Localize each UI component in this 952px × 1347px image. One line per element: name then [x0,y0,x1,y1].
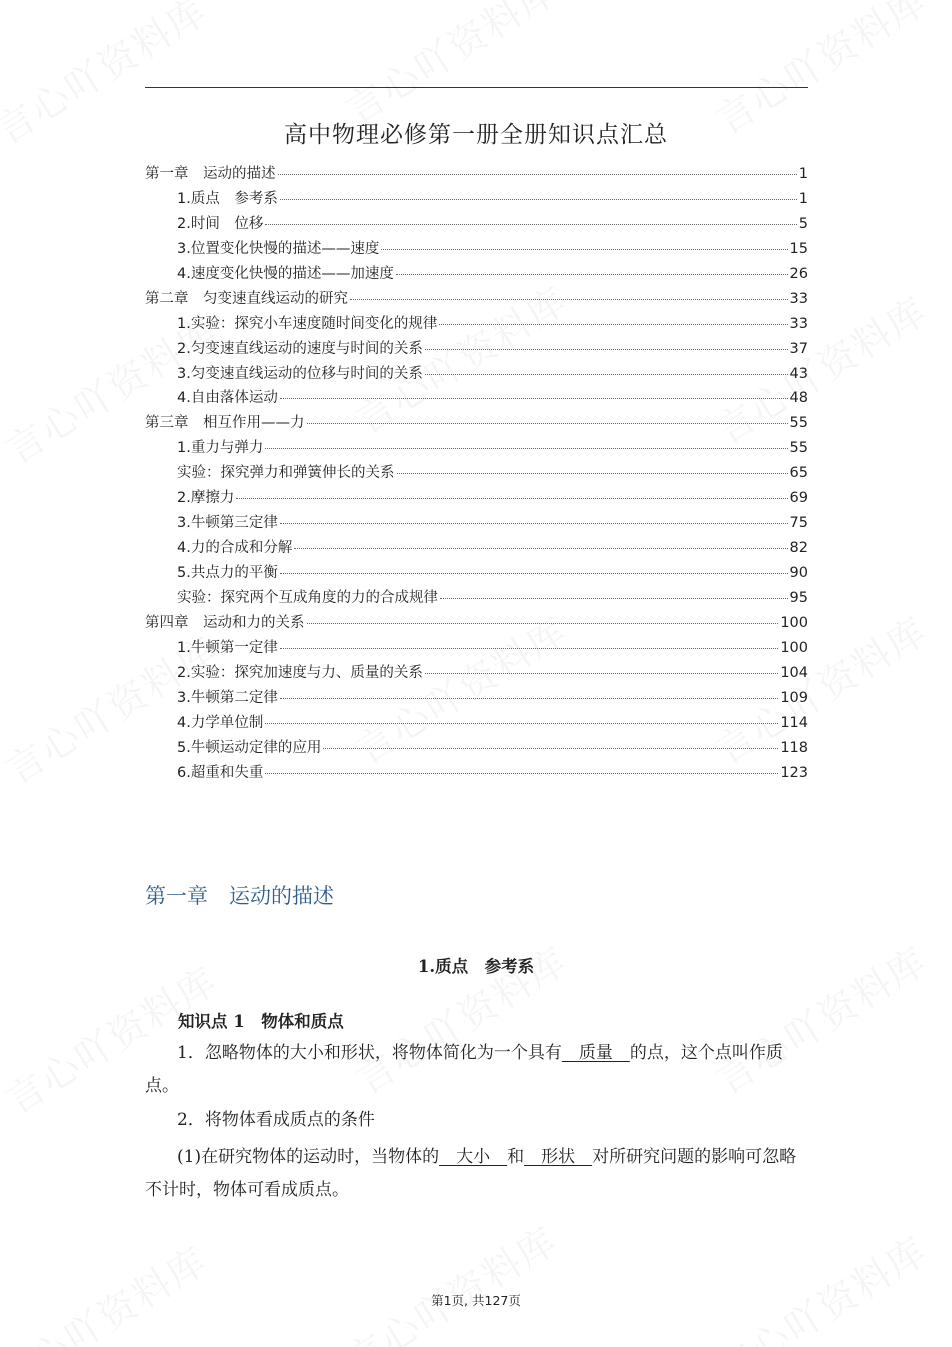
knowledge-point-heading: 知识点 1 物体和质点 [178,1012,344,1031]
toc-page-number: 100 [780,639,808,656]
toc-chapter-entry[interactable] [145,611,808,636]
toc-page-number: 104 [780,664,808,681]
toc-entry-label: 第三章 相互作用——力 [145,415,305,432]
table-of-contents [145,162,808,785]
toc-leader-dots [307,423,788,424]
toc-entry[interactable] [145,561,808,586]
toc-leader-dots [265,773,778,774]
toc-leader-dots [440,598,788,599]
toc-entry-label: 实验：探究弹力和弹簧伸长的关系 [177,465,395,482]
toc-page-number: 123 [780,764,808,781]
toc-page-number: 109 [780,689,808,706]
toc-entry[interactable] [145,711,808,736]
toc-leader-dots [280,698,778,699]
paragraph-text: 对所研究问题的影响可忽略不计时，物体可看成质点。 [145,1147,797,1200]
toc-entry[interactable] [145,187,808,212]
toc-entry-label: 3.匀变速直线运动的位移与时间的关系 [177,365,423,382]
toc-leader-dots [294,548,787,549]
toc-page-number: 65 [789,465,808,482]
toc-entry[interactable] [145,262,808,287]
toc-leader-dots [236,498,787,499]
toc-page-number: 26 [789,265,808,282]
toc-leader-dots [265,224,796,225]
toc-entry[interactable] [145,237,808,262]
section-heading: 1.质点 参考系 [417,957,535,976]
toc-entry-label: 2.摩擦力 [177,490,235,507]
toc-leader-dots [425,349,788,350]
toc-entry[interactable] [145,511,808,536]
toc-leader-dots [265,723,778,724]
toc-entry-label: 1.牛顿第一定律 [177,639,278,656]
toc-page-number: 5 [798,215,808,232]
toc-page-number: 37 [789,340,808,357]
fill-blank: 质量 [561,1043,630,1063]
toc-entry[interactable] [145,337,808,362]
toc-entry[interactable] [145,436,808,461]
toc-entry-label: 3.位置变化快慢的描述——速度 [177,240,380,257]
toc-entry-label: 第二章 匀变速直线运动的研究 [145,290,348,307]
toc-leader-dots [425,374,788,375]
toc-leader-dots [307,623,779,624]
toc-leader-dots [381,249,787,250]
toc-entry-label: 4.速度变化快慢的描述——加速度 [177,265,394,282]
toc-leader-dots [280,199,797,200]
toc-entry[interactable] [145,362,808,387]
toc-leader-dots [396,274,788,275]
paragraph-text: 的点，这个点叫作质点。 [145,1043,783,1096]
toc-page-number: 100 [780,614,808,631]
paragraph-text: (1)在研究物体的运动时，当物体的 [177,1147,440,1167]
toc-entry[interactable] [145,486,808,511]
toc-entry-label: 6.超重和失重 [177,764,264,781]
chapter-heading: 第一章 运动的描述 [145,884,334,908]
toc-page-number: 43 [789,365,808,382]
toc-entry-label: 4.力学单位制 [177,714,264,731]
toc-page-number: 1 [798,166,808,182]
paragraph-2 [145,1104,808,1137]
watermark-text [0,1231,216,1347]
toc-entry[interactable] [145,461,808,486]
paragraph-text: 1．忽略物体的大小和形状，将物体简化为一个具有 [177,1043,562,1063]
toc-entry[interactable] [145,761,808,786]
toc-leader-dots [280,573,788,574]
toc-page-number: 95 [789,589,808,606]
toc-chapter-entry[interactable] [145,162,808,187]
toc-entry-label: 5.共点力的平衡 [177,565,278,581]
toc-leader-dots [439,324,787,325]
header-rule [145,87,808,88]
toc-entry[interactable] [145,686,808,711]
paragraph-3 [145,1141,808,1207]
toc-entry-label: 第四章 运动和力的关系 [145,614,305,631]
toc-entry[interactable] [145,312,808,337]
page-footer: 第1页, 共127页 [431,1293,521,1308]
toc-entry[interactable] [145,536,808,561]
toc-entry-label: 1.实验：探究小车速度随时间变化的规律 [177,315,438,332]
toc-leader-dots [425,673,778,674]
toc-entry-label: 3.牛顿第二定律 [177,689,278,706]
toc-entry-label: 5.牛顿运动定律的应用 [177,739,322,756]
paragraph-1 [145,1037,808,1103]
toc-chapter-entry[interactable] [145,287,808,312]
toc-page-number: 90 [789,565,808,581]
toc-leader-dots [323,748,778,749]
toc-page-number: 48 [789,390,808,407]
document-title: 高中物理必修第一册全册知识点汇总 [284,122,668,148]
toc-page-number: 75 [789,515,808,532]
toc-entry-label: 实验：探究两个互成角度的力的合成规律 [177,589,438,606]
toc-entry[interactable] [145,212,808,237]
toc-entry[interactable] [145,586,808,611]
toc-entry-label: 2.时间 位移 [177,215,264,232]
toc-entry-label: 3.牛顿第三定律 [177,515,278,532]
toc-entry-label: 1.重力与弹力 [177,440,264,457]
fill-blank: 大小 [439,1147,508,1167]
toc-entry-label: 1.质点 参考系 [177,190,278,207]
toc-leader-dots [280,523,788,524]
toc-entry-label: 2.实验：探究加速度与力、质量的关系 [177,664,423,681]
toc-entry-label: 2.匀变速直线运动的速度与时间的关系 [177,340,423,357]
toc-page-number: 33 [789,290,808,307]
toc-page-number: 33 [789,315,808,332]
fill-blank: 形状 [524,1147,593,1167]
toc-page-number: 118 [780,739,808,756]
toc-leader-dots [280,648,778,649]
watermark-text [334,0,567,134]
paragraph-text: 和 [507,1147,525,1167]
watermark-text [334,1211,567,1347]
toc-page-number: 15 [789,240,808,257]
watermark-text [704,1221,937,1347]
toc-entry[interactable] [145,736,808,761]
toc-page-number: 55 [789,415,808,432]
toc-page-number: 69 [789,490,808,507]
toc-entry-label: 第一章 运动的描述 [145,166,276,182]
toc-page-number: 55 [789,440,808,457]
toc-page-number: 114 [780,714,808,731]
toc-entry-label: 4.自由落体运动 [177,390,278,407]
paragraph-text: 2．将物体看成质点的条件 [177,1110,375,1130]
toc-entry-label: 4.力的合成和分解 [177,540,293,557]
toc-leader-dots [397,473,788,474]
toc-page-number: 1 [798,190,808,207]
toc-leader-dots [350,299,788,300]
toc-leader-dots [278,174,797,175]
toc-leader-dots [280,398,788,399]
toc-page-number: 82 [789,540,808,557]
toc-chapter-entry[interactable] [145,411,808,436]
toc-leader-dots [265,448,787,449]
toc-entry[interactable] [145,636,808,661]
toc-entry[interactable] [145,386,808,411]
toc-entry[interactable] [145,661,808,686]
